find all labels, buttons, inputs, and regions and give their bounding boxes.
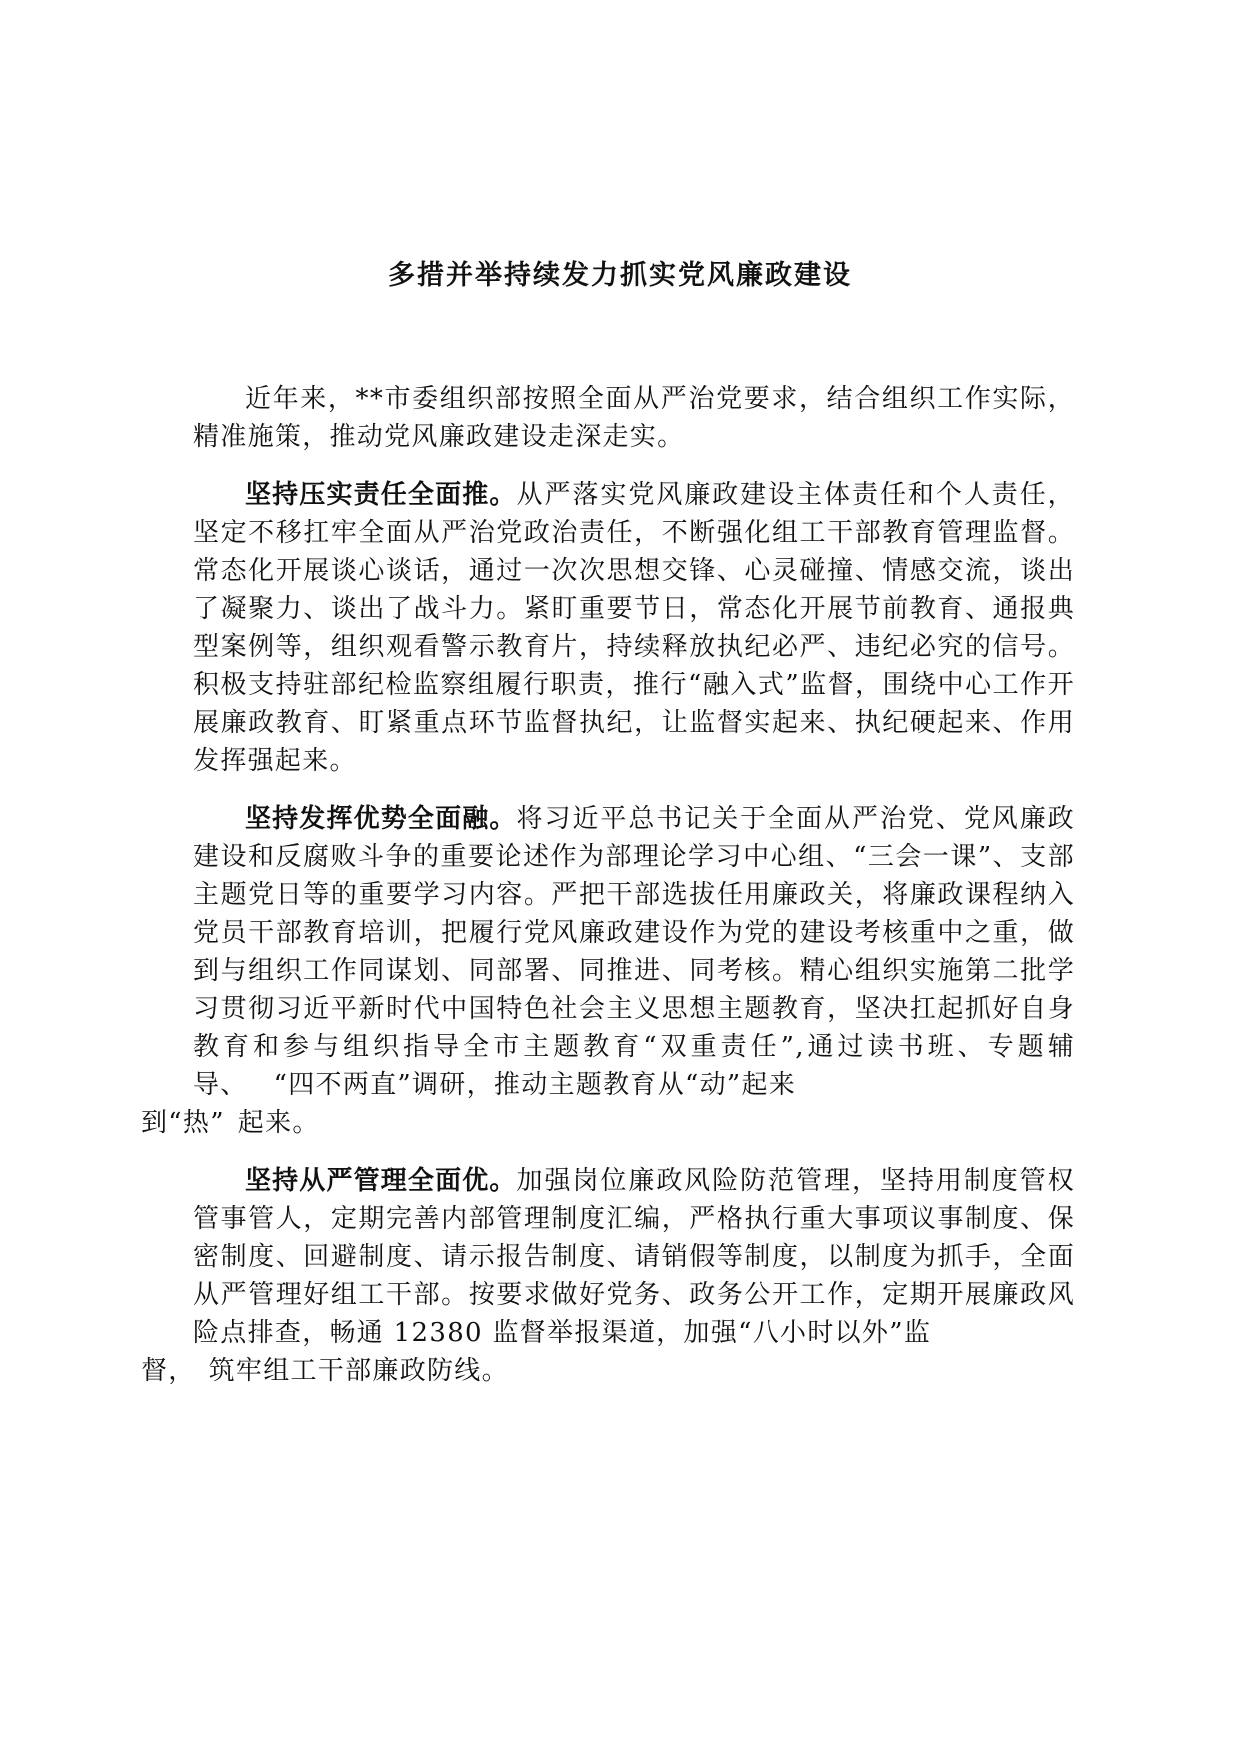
document-body	[141, 380, 1075, 1410]
section-text-3-tail-a: 督，	[141, 1356, 196, 1386]
section-paragraph-1	[193, 476, 1075, 780]
section-paragraph-2	[141, 800, 1075, 1142]
section-text-2-tail-a: “四不两直”调研，推动主题教育从“动”起来	[273, 1070, 797, 1100]
section-paragraph-3	[141, 1162, 1075, 1390]
section-text-3-tail-b: 筑牢组工干部廉政防线。	[208, 1356, 509, 1386]
section-text-3: 加强岗位廉政风险防范管理，坚持用制度管权管事管人，定期完善内部管理制度汇编，严格执行重大事项议事制度、保密制度、回避制度、请示报告制度、请销假等制度，以制度为抓手，全面从严管理好组工干部。按要求做好党务、政务公开工作，定期开展廉政风险点排查，畅通 12380 监督举报渠道，加强“八小时以外”监	[193, 1166, 1075, 1348]
section-heading-2: 坚持发挥优势全面融。	[245, 804, 517, 834]
section-heading-1: 坚持压实责任全面推。	[245, 480, 517, 510]
intro-paragraph: 近年来，**市委组织部按照全面从严治党要求，结合组织工作实际，精准施策，推动党风廉政建设走深走实。	[193, 384, 1075, 452]
section-text-2: 将习近平总书记关于全面从严治党、党风廉政建设和反腐败斗争的重要论述作为部理论学习中心组、“三会一课”、支部主题党日等的重要学习内容。严把干部选拔任用廉政关，将廉政课程纳入党员干部教育培训，把履行党风廉政建设作为党的建设考核重中之重，做到与组织工作同谋划、同部署、同推进、同考核。精心组织实施第二批学习贯彻习近平新时代中国特色社会主义思想主题教育，坚决扛起抓好自身教育和参与组织指导全市主题教育“双重责任”,通过读书班、专题辅导、	[193, 804, 1075, 1100]
section-text-2-tail-b: 到“热”	[141, 1108, 225, 1138]
section-text-2-tail-c: 起来。	[237, 1108, 320, 1138]
section-text-1: 从严落实党风廉政建设主体责任和个人责任，坚定不移扛牢全面从严治党政治责任，不断强化组工干部教育管理监督。常态化开展谈心谈话，通过一次次思想交锋、心灵碰撞、情感交流，谈出了凝聚力、谈出了战斗力。紧盯重要节日，常态化开展节前教育、通报典型案例等，组织观看警示教育片，持续释放执纪必严、违纪必究的信号。积极支持驻部纪检监察组履行职责，推行“融入式”监督，围绕中心工作开展廉政教育、盯紧重点环节监督执纪，让监督实起来、执纪硬起来、作用发挥强起来。	[193, 480, 1075, 776]
section-heading-3: 坚持从严管理全面优。	[245, 1166, 517, 1196]
document-title: 多措并举持续发力抓实党风廉政建设	[388, 260, 852, 291]
